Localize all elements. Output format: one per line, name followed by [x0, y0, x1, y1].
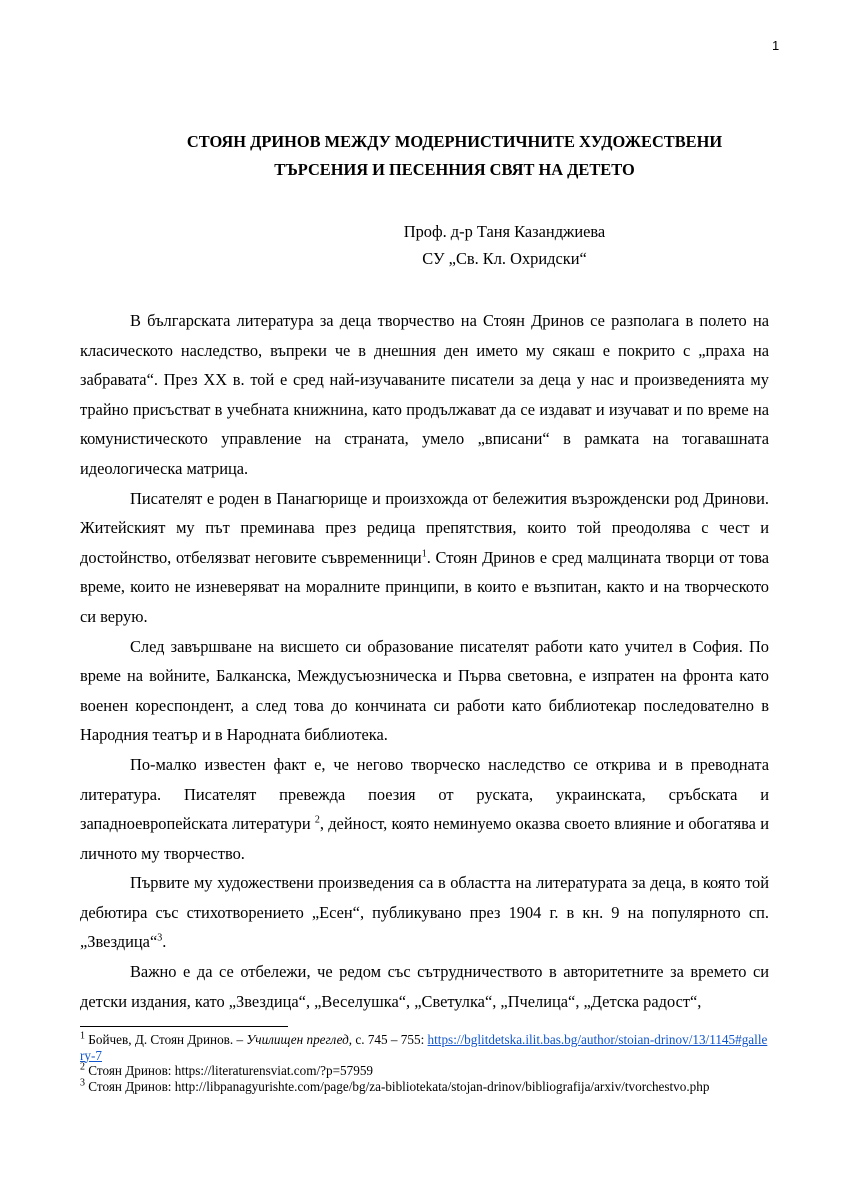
- paragraph-4-text-b: , дейност, която неминуемо оказва своето влияние и обогатява и личното му творчество.: [80, 814, 769, 863]
- page-number: 1: [772, 38, 780, 53]
- title-line-2: ТЪРСЕНИЯ И ПЕСЕННИЯ СВЯТ НА ДЕТЕТО: [274, 160, 635, 179]
- paragraph-4-text-a: По-малко известен факт е, че негово творческо наследство се открива и в преводната литература. Писателят превежда поезия от руската, украинската, сръбската и западноевропейската литератури: [80, 754, 769, 834]
- paragraph-5: [80, 868, 769, 957]
- footnote-1-journal: Училищен преглед: [246, 1032, 349, 1047]
- footnote-2: [80, 1063, 769, 1079]
- paragraph-2: [80, 484, 769, 632]
- footnote-1-text-b: , с. 745 – 755:: [348, 1032, 428, 1047]
- footnote-2-text: Стоян Дринов: https://literaturensviat.com/?p=57959: [85, 1063, 374, 1079]
- footnote-1-number: 1: [80, 1030, 85, 1042]
- author-affiliation: СУ „Св. Кл. Охридски“: [422, 249, 587, 268]
- paragraph-4: [80, 750, 769, 868]
- footnotes: [80, 1032, 769, 1094]
- paragraph-2-text-b: . Стоян Дринов е сред малцината творци от това време, които не изневеряват на моралните принципи, в които е възпитан, както и на творческото си верую.: [80, 547, 769, 626]
- title-line-1: СТОЯН ДРИНОВ МЕЖДУ МОДЕРНИСТИЧНИТЕ ХУДОЖЕСТВЕНИ: [186, 132, 723, 151]
- footnote-2-number: 2: [80, 1061, 85, 1073]
- paragraph-6: Важно е да се отбележи, че редом със сътрудничеството в авторитетните за времето си детски издания, като „Звездица“, „Веселушка“, „Светулка“, „Пчелица“, „Детска радост“,: [80, 962, 769, 1011]
- footnote-3-text: Стоян Дринов: http://libpanagyurishte.com/page/bg/za-bibliotekata/stojan-drinov/bibliografija/arxiv/tvorchestvo.php: [85, 1078, 710, 1094]
- paragraph-5-text-b: .: [162, 932, 167, 952]
- paragraph-2-text-a: Писателят е роден в Панагюрище и произхожда от бележития възрожденски род Дринови. Житейският му път преминава през редица препятствия, които той преодолява с чест и достойнство, отбелязват неговите съвременници: [80, 488, 769, 567]
- footnote-1-text-a: Бойчев, Д. Стоян Дринов. –: [85, 1032, 247, 1047]
- paragraph-3: След завършване на висшето си образование писателят работи като учител в София. По време на войните, Балканска, Междусъюзническа и Първа световна, е изпратен на фронта като военен кореспондент, а след това до кончината си работи като библиотекар последователно в Народния театър и в Народната библиотека.: [80, 636, 769, 745]
- author-block: [80, 218, 769, 272]
- footnote-3-number: 3: [80, 1077, 85, 1089]
- footnote-divider: [80, 1026, 288, 1027]
- paragraph-1: В българската литература за деца творчество на Стоян Дринов се разполага в полето на класическото наследство, въпреки че в днешния ден името му сякаш е покрито с „праха на забравата“. През XX в. той е сред най-изучаваните писатели за деца у нас и произведенията му трайно присъстват в учебната книжнина, като продължават да се издават и изучават и по време на комунистическото управление на страната, умело „вписани“ в рамката на тогавашната идеологическа матрица.: [80, 311, 769, 478]
- footnote-1-link[interactable]: https://bglitdetska.ilit.bas.bg/author/stoian-drinov/13/1145#gallery-7: [80, 1032, 768, 1063]
- footnote-3: [80, 1079, 769, 1095]
- paragraph-5-text-a: Първите му художествени произведения са в областта на литературата за деца, в която той дебютира със стихотворението „Есен“, публикувано през 1904 г. в кн. 9 на популярното сп. „Звездица“: [80, 873, 769, 952]
- footnote-ref-3[interactable]: 3: [157, 933, 163, 944]
- document-title: [80, 128, 769, 184]
- footnote-ref-2[interactable]: 2: [314, 814, 320, 826]
- author-name: Проф. д-р Таня Казанджиева: [403, 222, 606, 241]
- body-text: [80, 306, 769, 1016]
- footnote-ref-1[interactable]: 1: [421, 548, 427, 560]
- footnote-1: [80, 1032, 769, 1063]
